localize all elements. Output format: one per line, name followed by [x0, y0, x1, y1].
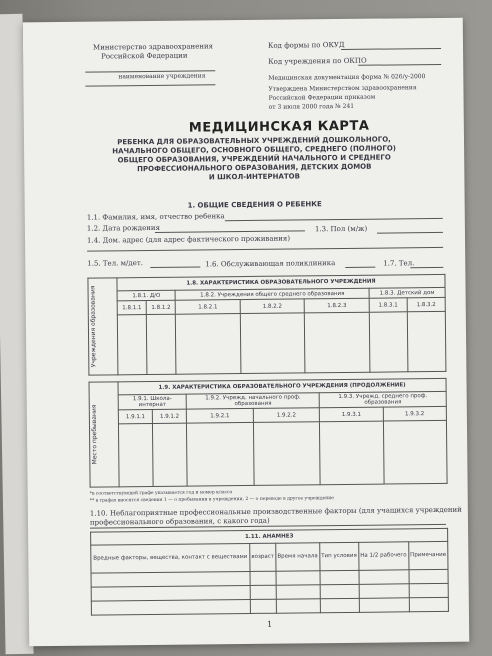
- institution-caption: наименование учреждения: [118, 72, 206, 81]
- table-1-11: [90, 528, 449, 616]
- table-3-cell[interactable]: [276, 599, 320, 614]
- field-1-7-label: 1.7. Тел.: [383, 259, 415, 268]
- field-1-5-line[interactable]: [150, 266, 200, 268]
- table-3-col: Тип условия: [319, 542, 358, 570]
- table-2-group: 1.9.3. Учрежд. среднего проф. образования: [319, 391, 446, 407]
- table-2-cell[interactable]: [320, 421, 384, 485]
- field-1-1-label: 1.1. Фамилия, имя, отчество ребенка: [86, 212, 225, 222]
- table-3-col: На 1/2 рабочего: [358, 542, 408, 571]
- subtitle-line: РЕБЕНКА ДЛЯ ОБРАЗОВАТЕЛЬНЫХ УЧРЕЖДЕНИЙ ДОШКОЛЬНОГО,: [117, 135, 391, 147]
- order-label: от 3 июля 2000 года № 241: [268, 102, 355, 111]
- footnote-2: ** в графах вносятся сведения 1 — о пребывании в учреждении, 2 — о переводе в другое учреждение: [89, 496, 334, 504]
- table-2-col: 1.9.2.1: [187, 408, 254, 423]
- table-1-caption: 1.8. ХАРАКТЕРИСТИКА ОБРАЗОВАТЕЛЬНОГО УЧРЕЖДЕНИЯ: [117, 274, 445, 290]
- table-1-group: 1.8.1. Д/О: [117, 290, 176, 301]
- table-1-cell[interactable]: [369, 312, 408, 372]
- table-3-cell[interactable]: [320, 570, 359, 584]
- table-2-caption: 1.9. ХАРАКТЕРИСТИКА ОБРАЗОВАТЕЛЬНОГО УЧРЕЖДЕНИЯ (ПРОДОЛЖЕНИЕ): [118, 378, 446, 394]
- table-3-cell[interactable]: [250, 599, 276, 613]
- table-3-cell[interactable]: [409, 597, 449, 612]
- table-3-cell[interactable]: [276, 585, 320, 599]
- field-1-3-label: 1.3. Пол (м/ж): [314, 224, 368, 234]
- table-1-col: 1.8.3.2: [407, 297, 445, 311]
- table-3-col: Вредные факторы, вещества, контакт с веществами: [91, 543, 250, 573]
- table-1-cell[interactable]: [305, 312, 370, 373]
- table-1-group: 1.8.3. Детский дом: [369, 287, 445, 298]
- field-1-4-label: 1.4. Дом. адрес (для адрес фактического проживания): [86, 234, 291, 245]
- table-3-cell[interactable]: [320, 584, 359, 598]
- table-2-col: 1.9.1.2: [152, 409, 186, 423]
- table-1-col: 1.8.1.1: [117, 301, 146, 315]
- okud-label: Код формы по ОКУД: [267, 40, 345, 50]
- table-3-caption: 1.11. АНАМНЕЗ: [91, 528, 448, 545]
- page-number: 1: [267, 619, 273, 629]
- document-page: [23, 18, 470, 647]
- table-2-cell[interactable]: [383, 420, 447, 484]
- ministry-label: Министерство здравоохранения: [92, 42, 214, 52]
- table-1-9: [89, 378, 448, 488]
- section-1-heading: 1. ОБЩИЕ СВЕДЕНИЯ О РЕБЕНКЕ: [187, 200, 322, 210]
- table-2-side-label: Место пребывания: [90, 404, 99, 465]
- table-3-cell[interactable]: [276, 571, 320, 585]
- table-2-col: 1.9.3.1: [320, 407, 383, 422]
- field-1-5-label: 1.5. Тел. м/дет.: [87, 259, 143, 268]
- field-1-3-line[interactable]: [377, 232, 443, 234]
- table-1-group: 1.8.2. Учреждения общего среднего образования: [175, 288, 369, 300]
- table-3-cell[interactable]: [359, 598, 409, 613]
- field-1-2-label: 1.2. Дата рождения: [86, 223, 161, 233]
- table-2-col: 1.9.2.2: [253, 408, 320, 423]
- table-3-col: Время начала: [275, 543, 319, 572]
- table-3-col: Примечание: [408, 541, 448, 569]
- field-1-1-line[interactable]: [225, 218, 443, 221]
- institution-line-2: [85, 84, 215, 86]
- field-1-10-label-2: профессионального образования, с какого года): [89, 516, 270, 527]
- table-3-cell[interactable]: [409, 569, 449, 583]
- table-1-cell[interactable]: [147, 314, 177, 374]
- field-1-4-line[interactable]: [87, 247, 443, 252]
- subtitle-line: НАЧАЛЬНОГО ОБЩЕГО, ОСНОВНОГО ОБЩЕГО, СРЕДНЕГО (ПОЛНОГО): [112, 144, 397, 156]
- subtitle-line: ПРОФЕССИОНАЛЬНОГО ОБРАЗОВАНИЯ, ДЕТСКИХ ДОМОВ: [137, 162, 372, 174]
- table-2-side-cell: [89, 382, 119, 487]
- field-1-6-label: 1.6. Обслуживающая поликлиника: [205, 259, 336, 269]
- country-label: Российской Федерации: [101, 51, 188, 61]
- table-1-col: 1.8.2.1: [176, 300, 241, 315]
- table-3-col: возраст: [250, 543, 276, 571]
- table-3-cell[interactable]: [250, 571, 276, 585]
- table-1-cell[interactable]: [117, 315, 147, 375]
- table-2-cell[interactable]: [187, 422, 254, 486]
- table-2-group: 1.9.1. Школа-интернат: [118, 394, 186, 410]
- table-1-cell[interactable]: [240, 313, 305, 374]
- table-2-col: 1.9.1.1: [118, 409, 152, 423]
- field-1-6-line[interactable]: [345, 267, 375, 268]
- table-1-col: 1.8.2.3: [305, 298, 370, 313]
- table-2-cell[interactable]: [118, 423, 153, 486]
- table-1-col: 1.8.3.1: [369, 298, 407, 312]
- form-label: Медицинская документация форма № 026/у-2000: [268, 73, 426, 82]
- field-1-2-line[interactable]: [155, 230, 305, 233]
- subtitle-line: ОБЩЕГО ОБРАЗОВАНИЯ, УЧРЕЖДЕНИЙ НАЧАЛЬНОГО И СРЕДНЕГО: [117, 153, 391, 165]
- table-1-col: 1.8.2.2: [240, 299, 305, 314]
- table-1-side-cell: [88, 278, 118, 375]
- table-1-8: [87, 274, 446, 376]
- rf-label: Российской Федерации приказом: [268, 93, 376, 102]
- table-1-cell[interactable]: [176, 314, 241, 375]
- document-subtitle: [84, 135, 424, 184]
- table-1-cell[interactable]: [407, 311, 446, 371]
- document-title: МЕДИЦИНСКАЯ КАРТА: [188, 118, 370, 136]
- table-3-cell[interactable]: [250, 585, 276, 599]
- table-3-cell[interactable]: [359, 584, 409, 599]
- subtitle-line: И ШКОЛ-ИНТЕРНАТОВ: [208, 172, 300, 182]
- table-2-col: 1.9.3.2: [383, 406, 447, 421]
- approved-label: Утверждена Министерством здравоохранения: [268, 84, 417, 93]
- okud-line: [341, 48, 441, 50]
- field-1-7-line[interactable]: [410, 267, 443, 268]
- footnote-1: *в соответствующей графе указывается год и номер класса: [89, 490, 233, 497]
- table-3-cell[interactable]: [91, 599, 250, 615]
- okpo-line: [358, 64, 441, 66]
- table-1-col: 1.8.1.2: [146, 300, 175, 314]
- table-3-cell[interactable]: [359, 570, 409, 585]
- table-2-cell[interactable]: [253, 422, 320, 486]
- table-3-cell[interactable]: [320, 598, 359, 613]
- table-1-side-label: Учреждения образования: [89, 285, 98, 368]
- table-3-cell[interactable]: [409, 583, 449, 597]
- table-2-group: 1.9.2. Учрежд. начального проф. образования: [186, 393, 319, 409]
- table-2-cell[interactable]: [153, 423, 188, 486]
- okpo-label: Код учреждения по ОКПО: [268, 56, 367, 66]
- field-1-10-label: 1.10. Неблагоприятные профессиональные производственные факторы (для учащихся учреждений: [89, 505, 462, 518]
